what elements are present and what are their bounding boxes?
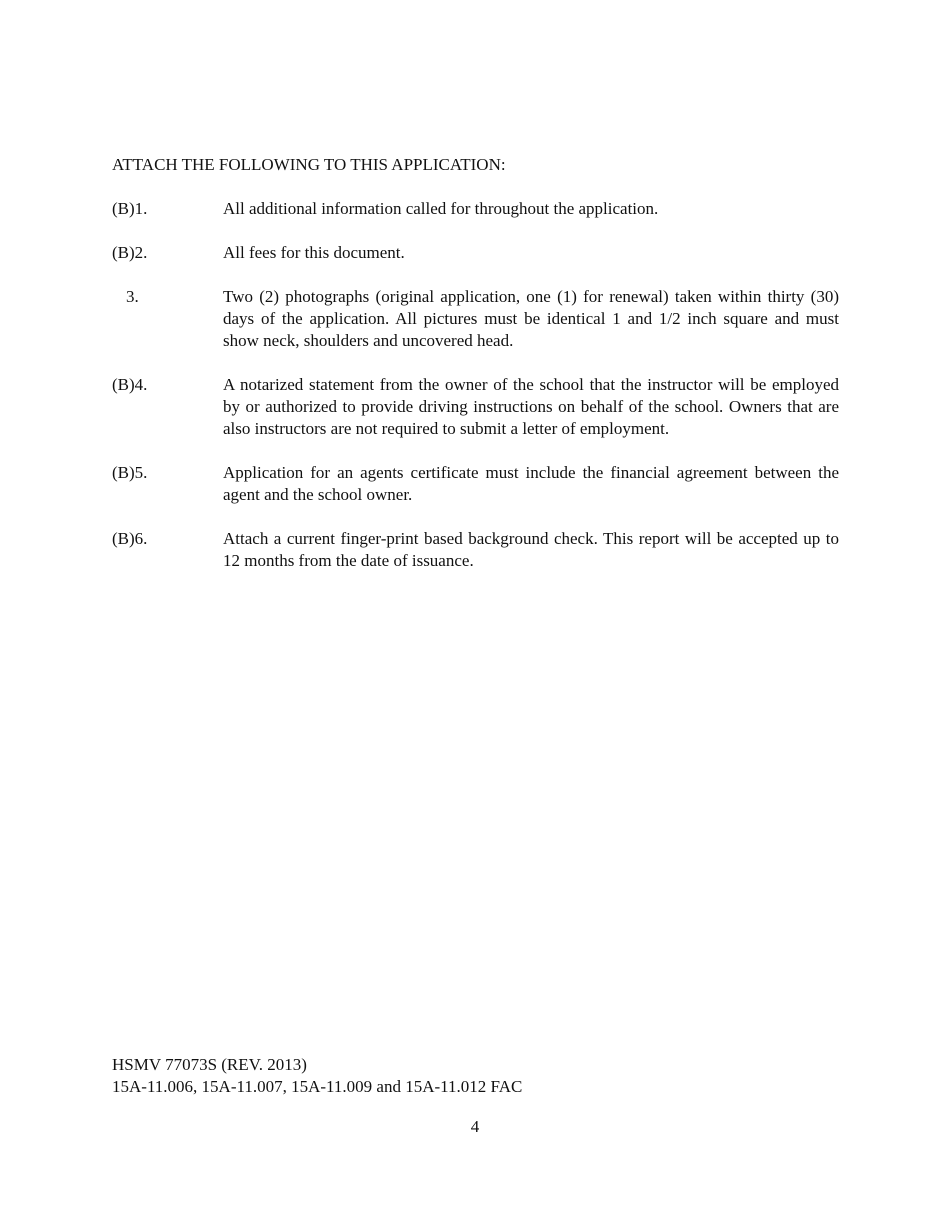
item-text: Application for an agents certificate must include the financial agreement between the agent and the school owner.: [223, 463, 839, 504]
item-number: (B)1.: [112, 199, 148, 218]
item-number: (B)4.: [112, 375, 148, 394]
item-number: 3.: [126, 287, 139, 306]
list-item: [112, 374, 839, 440]
rule-references: 15A-11.006, 15A-11.007, 15A-11.009 and 15A-11.012 FAC: [112, 1077, 523, 1096]
item-text: Two (2) photographs (original application, one (1) for renewal) taken within thirty (30) days of the application. All pictures must be identical 1 and 1/2 inch square and must show neck, shoulders and uncovered head.: [223, 287, 839, 350]
item-number: (B)2.: [112, 243, 148, 262]
item-text: A notarized statement from the owner of the school that the instructor will be employed by or authorized to provide driving instructions on behalf of the school. Owners that are also instructors are not required to submit a letter of employment.: [223, 375, 839, 438]
form-id: HSMV 77073S (REV. 2013): [112, 1055, 307, 1074]
list-item: [112, 286, 839, 352]
list-item: [112, 242, 839, 264]
page-number: 4: [470, 1117, 480, 1136]
attachments-list: [112, 198, 839, 594]
item-text: Attach a current finger-print based background check. This report will be accepted up to 12 months from the date of issuance.: [223, 529, 839, 570]
item-text: All fees for this document.: [223, 243, 405, 262]
list-item: [112, 198, 839, 220]
list-item: [112, 462, 839, 506]
item-number: (B)6.: [112, 529, 148, 548]
item-number: (B)5.: [112, 463, 148, 482]
attachments-heading: ATTACH THE FOLLOWING TO THIS APPLICATION:: [112, 155, 506, 174]
item-text: All additional information called for throughout the application.: [223, 199, 659, 218]
list-item: [112, 528, 839, 572]
page-footer: [112, 1054, 812, 1098]
